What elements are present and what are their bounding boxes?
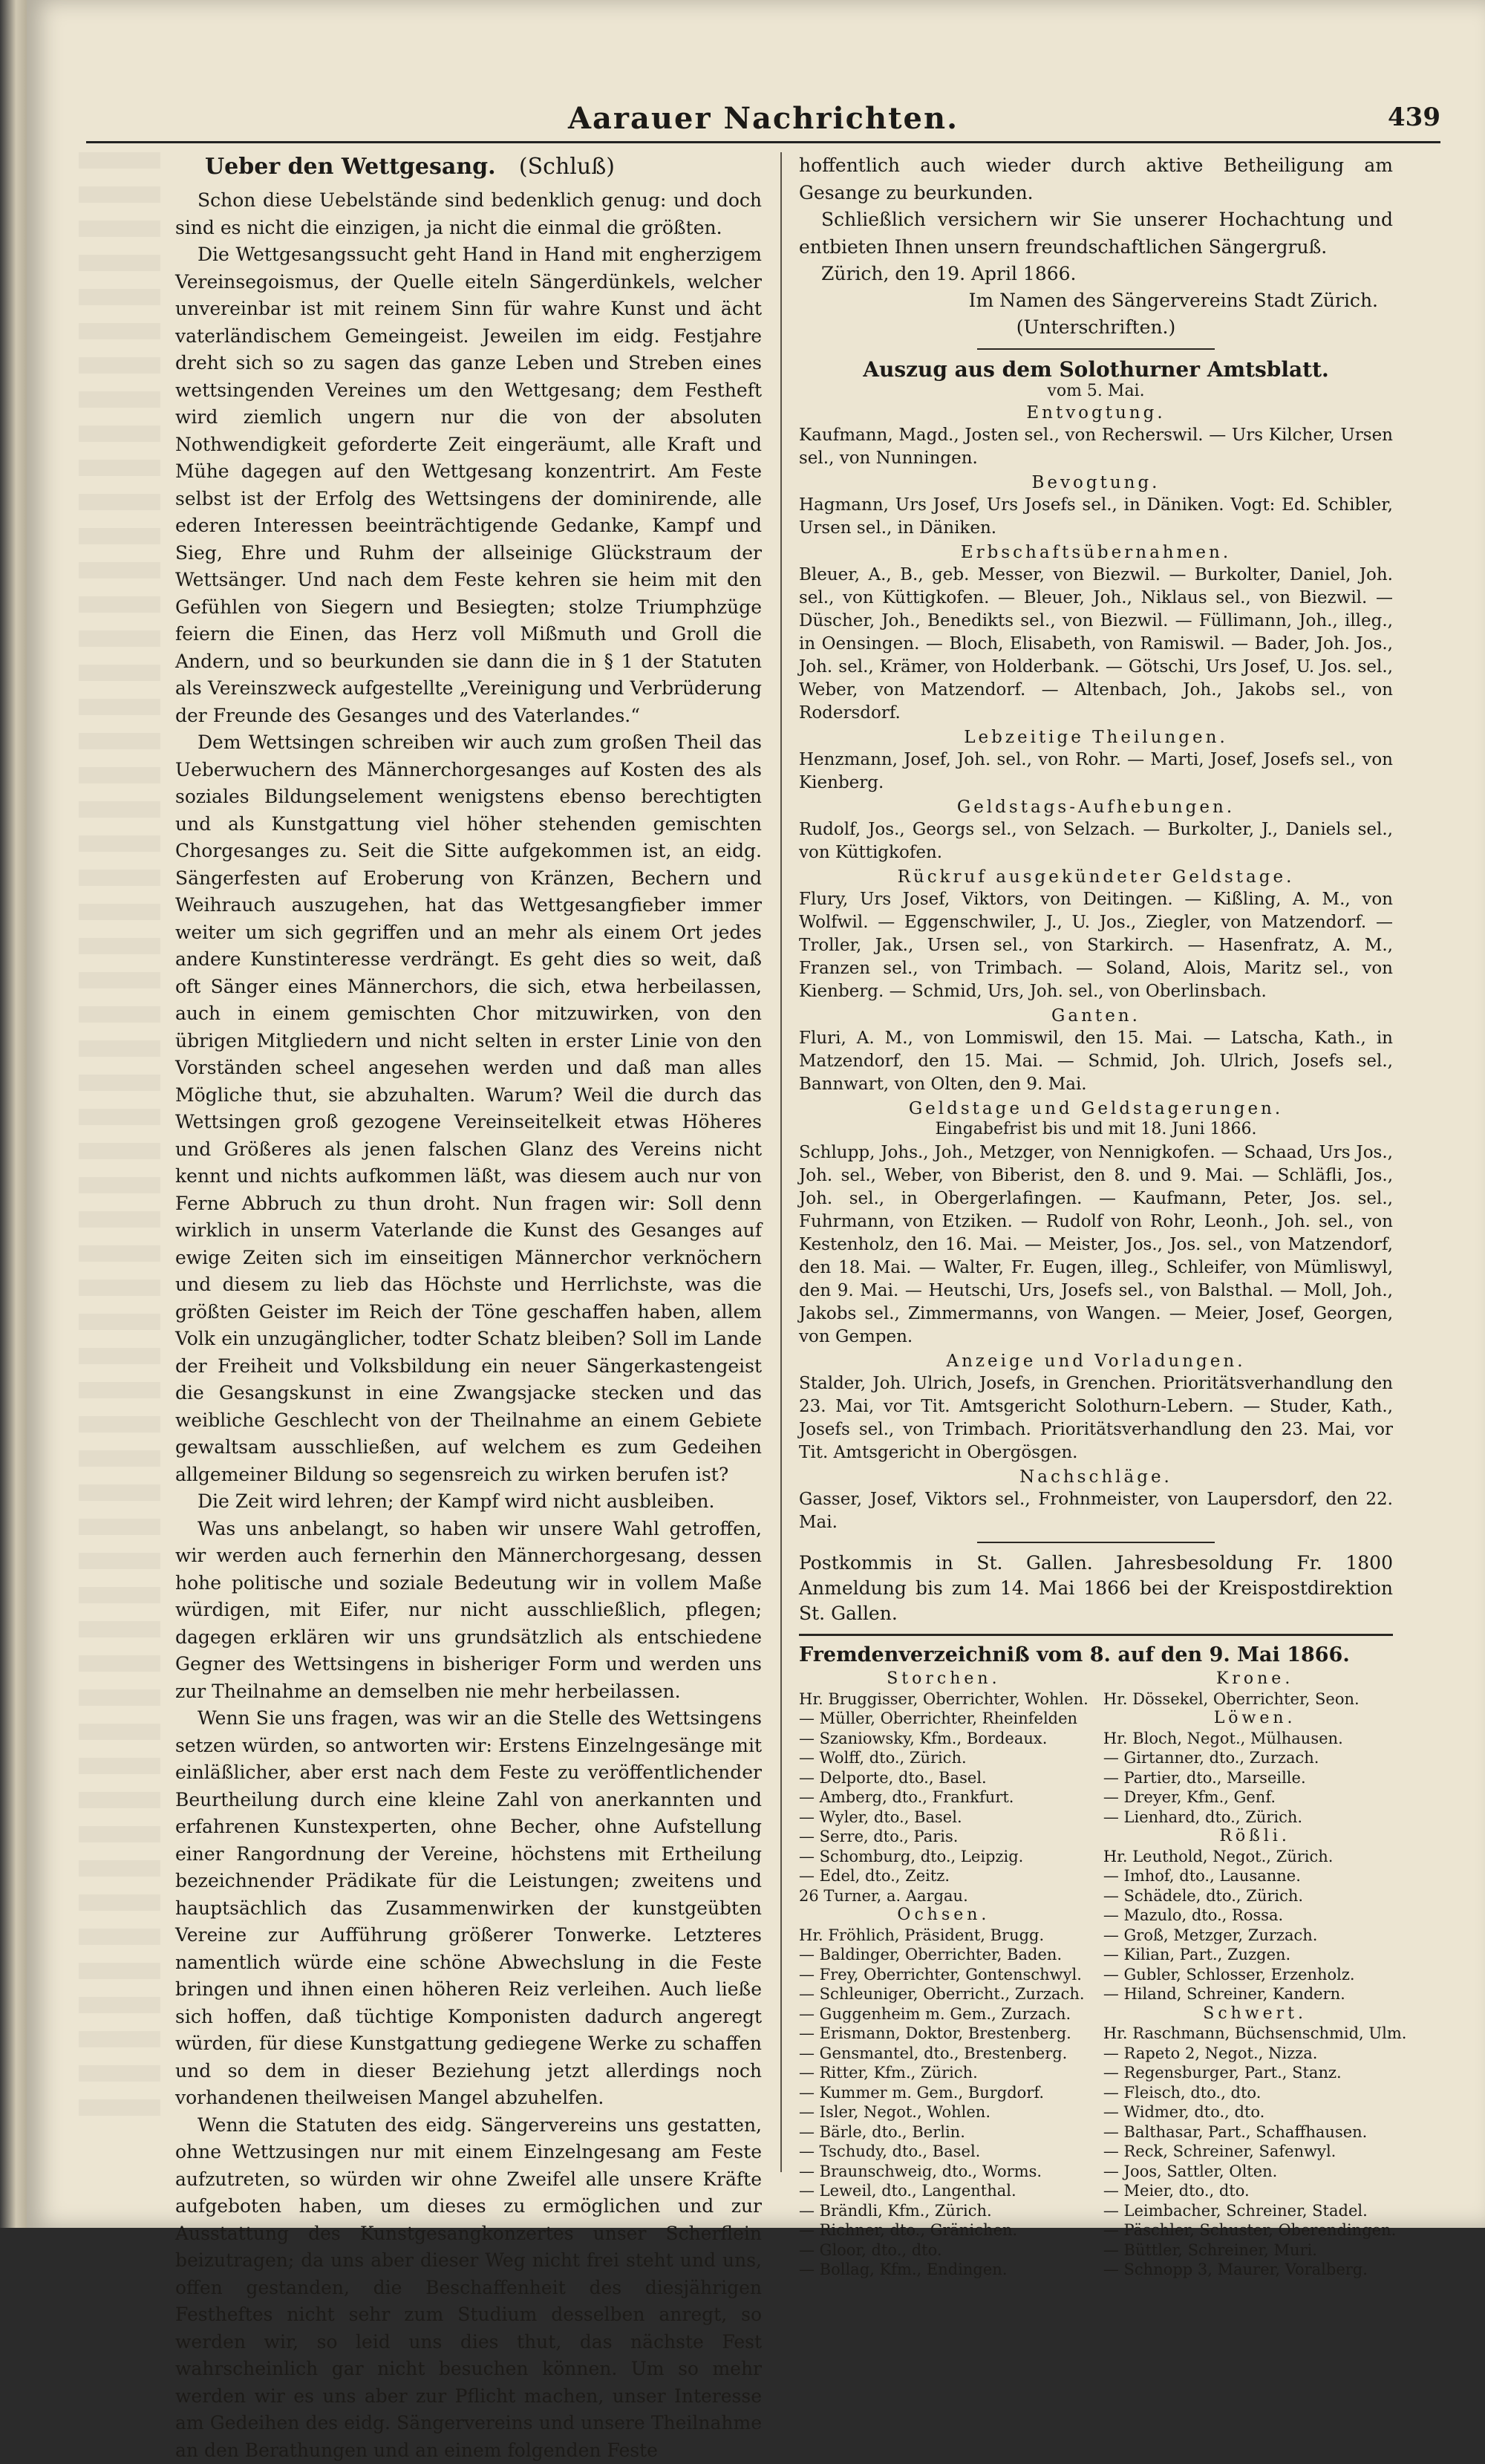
closing-text: Schließlich versichern wir Sie unserer Hochachtung und entbieten Ihnen unsern freundschaftlichen Sängergruß.	[799, 206, 1393, 261]
guest-entry: — Guggenheim m. Gem., Zurzach.	[799, 2004, 1089, 2024]
notice-text: Henzmann, Josef, Joh. sel., von Rohr. — Marti, Josef, Josefs sel., von Kienberg.	[799, 749, 1393, 795]
notice-heading: Geldstage und Geldstagerungen.	[799, 1099, 1393, 1118]
guest-entry: — Schädele, dto., Zürich.	[1103, 1886, 1407, 1906]
guest-entry: — Delporte, dto., Basel.	[799, 1768, 1089, 1788]
guest-entry: — Wolff, dto., Zürich.	[799, 1748, 1089, 1768]
guest-list-right	[1103, 1669, 1407, 2280]
guest-entry: — Partier, dto., Marseille.	[1103, 1768, 1407, 1788]
notice-section	[799, 1006, 1393, 1096]
notice-text: Kaufmann, Magd., Josten sel., von Recherswil. — Urs Kilcher, Ursen sel., von Nunningen.	[799, 424, 1393, 470]
guest-entry: — Szaniowsky, Kfm., Bordeaux.	[799, 1729, 1089, 1749]
guest-entry: — Kummer m. Gem., Burgdorf.	[799, 2083, 1089, 2103]
guest-list	[799, 1669, 1393, 2280]
article-paragraph: Die Wettgesangssucht geht Hand in Hand mit engherzigem Vereinsegoismus, der Quelle eiteln Sängerdünkels, welcher unvereinbar ist mit reinem Sinn für wahre Kunst und ächt vaterländischem Gemeingeist. Jeweilen im eidg. Festjahre dreht sich so zu sagen das ganze Leben und Streben eines wettsingenden Vereines um den Wettgesang; dem Festheft wird ziemlich ungern nur die von der absoluten Nothwendigkeit geforderte Zeit eingeräumt, alle Kraft und Mühe dagegen auf den Wettgesang konzentrirt. Am Feste selbst ist der Erfolg des Wettsingens der dominirende, alle ederen Interessen beeinträchtigende Gedanke, Kampf und Sieg, Ehre und Ruhm der allseinige Glückstraum der Wettsänger. Und nach dem Feste kehren sie heim mit den Gefühlen von Siegern und Besiegten; stolze Triumphzüge feiern die Einen, das Herz voll Mißmuth und Groll die Andern, und so beurkunden sie dann die in § 1 der Statuten als Vereinszweck aufgestellte „Vereinigung und Verbrüderung der Freunde des Gesanges und des Vaterlandes.“	[175, 241, 762, 729]
guest-list-left	[799, 1669, 1089, 2280]
guest-entry: — Hiland, Schreiner, Kandern.	[1103, 1984, 1407, 2004]
notice-text: Fluri, A. M., von Lommiswil, den 15. Mai. — Latscha, Kath., in Matzendorf, den 15. Mai. — Schmid, Joh. Ulrich, Josefs sel., Bannwart, von Olten, den 9. Mai.	[799, 1027, 1393, 1096]
hotel-name: Löwen.	[1103, 1709, 1407, 1729]
continuation-text: hoffentlich auch wieder durch aktive Betheiligung am Gesange zu beurkunden.	[799, 152, 1393, 206]
section-rule	[977, 1542, 1215, 1543]
notice-heading: Erbschaftsübernahmen.	[799, 543, 1393, 562]
notice-text: Rudolf, Jos., Georgs sel., von Selzach. — Burkolter, J., Daniels sel., von Küttigkofen.	[799, 818, 1393, 864]
adjacent-page-edge	[0, 0, 27, 2228]
guest-entry: — Ritter, Kfm., Zürich.	[799, 2063, 1089, 2083]
guest-entry: — Imhof, dto., Lausanne.	[1103, 1866, 1407, 1886]
notice-subheading: Eingabefrist bis und mit 18. Juni 1866.	[799, 1120, 1393, 1138]
guest-entry: — Erismann, Doktor, Brestenberg.	[799, 2024, 1089, 2044]
guest-entry: — Dreyer, Kfm., Genf.	[1103, 1787, 1407, 1808]
notice-section	[799, 543, 1393, 725]
section-rule-heavy	[799, 1634, 1393, 1636]
notice-section	[799, 473, 1393, 540]
guest-entry: — Schomburg, dto., Leipzig.	[799, 1847, 1089, 1867]
guest-entry: — Richner, dto., Gränichen.	[799, 2220, 1089, 2240]
article-paragraph: Dem Wettsingen schreiben wir auch zum großen Theil das Ueberwuchern des Männerchorgesanges auf Kosten des als soziales Bildungselement wenigstens ebenso berechtigten und als Kunstgattung viel höher stehenden gemischten Chorgesanges zu. Seit die Sitte aufgekommen ist, an eidg. Sängerfesten auf Eroberung von Kränzen, Bechern und Weihrauch auszugehen, hat das Wettgesangfieber immer weiter um sich gegriffen und an mehr als einem Ort jedes andere Kunstinteresse verdrängt. Es geht dies so weit, daß oft Sänger eines Männerchors, die sich, etwa herbeilassen, auch in einem gemischten Chor mitzuwirken, von den übrigen Mitgliedern und nicht selten in erster Linie von den Vorständen scheel angesehen werden und daß man alles Mögliche thut, sie abzuhalten. Warum? Weil die durch das Wettsingen groß gezogene Vereinseitelkeit etwas Höheres und Größeres als jenen falschen Glanz des Vereins nicht kennt und nichts aufkommen läßt, was diesem auch nur von Ferne Abbruch zu thun droht. Nun fragen wir: Soll denn wirklich in unserm Vaterlande die Kunst des Gesanges auf ewige Zeiten sich im einseitigen Männerchor verknöchern und diesem zu lieb das Höchste und Herrlichste, was die größten Geister im Reich der Töne geschaffen haben, allem Volk ein unzugänglicher, todter Schatz bleiben? Soll im Lande der Freiheit und Volksbildung ein neuer Sängerkastengeist die Gesangskunst in eine Zwangsjacke stecken und das weibliche Geschlecht von der Theilnahme an einem Gebiete gewaltsam ausschließen, auf welchem es zum Gedeihen allgemeiner Bildung so segensreich zu wirken berufen ist?	[175, 729, 762, 1488]
article-paragraph: Die Zeit wird lehren; der Kampf wird nicht ausbleiben.	[175, 1488, 762, 1516]
guest-entry: — Müller, Oberrichter, Rheinfelden	[799, 1709, 1089, 1729]
guest-entry: — Brändli, Kfm., Zürich.	[799, 2201, 1089, 2221]
masthead	[86, 97, 1440, 143]
newspaper-title: Aarauer Nachrichten.	[86, 101, 1440, 136]
amtsblatt-date: vom 5. Mai.	[799, 382, 1393, 400]
hotel-name: Ochsen.	[799, 1906, 1089, 1926]
guest-entry: — Bollag, Kfm., Endingen.	[799, 2260, 1089, 2280]
guest-entry: — Schleuniger, Oberricht., Zurzach.	[799, 1984, 1089, 2004]
guest-entry: — Leimbacher, Schreiner, Stadel.	[1103, 2201, 1407, 2221]
article-title	[175, 154, 762, 180]
guest-entry: — Wyler, dto., Basel.	[799, 1808, 1089, 1828]
guest-entry: — Schnopp 3, Maurer, Voralberg.	[1103, 2260, 1407, 2280]
guest-entry: — Rapeto 2, Negot., Nizza.	[1103, 2044, 1407, 2064]
article-paragraph: Wenn Sie uns fragen, was wir an die Stelle des Wettsingens setzen würden, so antworten wir: Erstens Einzelngesänge mit einläßlicher, aber erst nach dem Feste zu veröffentlichender Beurtheilung durch eine kleine Zahl von anerkannten und erfahrenen Kunstexperten, ohne Becher, ohne Aufstellung einer Rangordnung der Vereine, höchstens mit Ertheilung bezeichnender Prädikate für die Leistungen; zweitens und hauptsächlich das Zusammenwirken der kunstgeübten Vereine zur Aufführung größerer Tonwerke. Letzteres namentlich würde eine schöne Abwechslung in die Feste bringen und ihnen einen höheren Reiz verleihen. Auch ließe sich hoffen, daß tüchtige Komponisten dadurch angeregt würden, für diese Kunstgattung gediegene Werke zu schaffen und so dem in dieser Beziehung jetzt allerdings noch vorhandenen theilweisen Mangel abzuhelfen.	[175, 1705, 762, 2112]
guest-entry: — Bärle, dto., Berlin.	[799, 2122, 1089, 2142]
article-body	[175, 187, 762, 2464]
guest-entry: Hr. Leuthold, Negot., Zürich.	[1103, 1847, 1407, 1867]
guest-entry: — Mazulo, dto., Rossa.	[1103, 1906, 1407, 1926]
guest-entry: — Girtanner, dto., Zurzach.	[1103, 1748, 1407, 1768]
signatory-line: Im Namen des Sängervereins Stadt Zürich.	[799, 287, 1393, 314]
right-column	[799, 152, 1393, 2176]
article-title-text: Ueber den Wettgesang.	[205, 154, 496, 180]
guest-entry: — Päschler, Schuster, Oberendingen.	[1103, 2220, 1407, 2240]
article-paragraph: Schon diese Uebelstände sind bedenklich genug: und doch sind es nicht die einzigen, ja nicht die einmal die größten.	[175, 187, 762, 241]
notice-section	[799, 1099, 1393, 1349]
hotel-name: Storchen.	[799, 1669, 1089, 1689]
notice-section	[799, 1467, 1393, 1534]
guest-entry: 26 Turner, a. Aargau.	[799, 1886, 1089, 1906]
notice-heading: Lebzeitige Theilungen.	[799, 728, 1393, 747]
signatures-line: (Unterschriften.)	[799, 314, 1393, 341]
notice-heading: Ganten.	[799, 1006, 1393, 1026]
left-column	[175, 152, 762, 2176]
guest-entry: Hr. Raschmann, Büchsenschmid, Ulm.	[1103, 2024, 1407, 2044]
guest-entry: — Tschudy, dto., Basel.	[799, 2142, 1089, 2162]
notice-text: Stalder, Joh. Ulrich, Josefs, in Grenchen. Prioritätsverhandlung den 23. Mai, vor Tit. Amtsgericht Solothurn-Lebern. — Studer, Kath., Josefs sel., von Trimbach. Prioritätsverhandlung den 23. Mai, vor Tit. Amtsgericht in Obergösgen.	[799, 1372, 1393, 1464]
notice-text: Bleuer, A., B., geb. Messer, von Biezwil. — Burkolter, Daniel, Joh. sel., von Küttigkofen. — Bleuer, Joh., Niklaus sel., von Biezwil. — Düscher, Joh., Benedikts sel., von Biezwil. — Füllimann, Joh., illeg., in Oensingen. — Bloch, Elisabeth, von Ramiswil. — Bader, Joh. Jos., Joh. sel., Krämer, von Holderbank. — Götschi, Urs Josef, U. Jos. sel., Weber, von Matzendorf. — Altenbach, Joh., Jakobs sel., von Rodersdorf.	[799, 564, 1393, 725]
guest-entry: — Leweil, dto., Langenthal.	[799, 2181, 1089, 2201]
guest-entry: — Kilian, Part., Zuzgen.	[1103, 1945, 1407, 1965]
notice-text: Hagmann, Urs Josef, Urs Josefs sel., in Däniken. Vogt: Ed. Schibler, Ursen sel., in Däniken.	[799, 494, 1393, 540]
guest-entry: — Regensburger, Part., Stanz.	[1103, 2063, 1407, 2083]
guest-entry: — Büttler, Schreiner, Muri.	[1103, 2240, 1407, 2261]
article-title-note: (Schluß)	[519, 154, 615, 180]
guest-entry: — Lienhard, dto., Zürich.	[1103, 1808, 1407, 1828]
guest-entry: — Serre, dto., Paris.	[799, 1827, 1089, 1847]
notice-text: Gasser, Josef, Viktors sel., Frohnmeister, von Laupersdorf, den 22. Mai.	[799, 1488, 1393, 1534]
notice-text: Schlupp, Johs., Joh., Metzger, von Nennigkofen. — Schaad, Urs Jos., Joh. sel., Weber, von Biberist, den 8. und 9. Mai. — Schläfli, Jos., Joh. sel., in Obergerlafingen. — Kaufmann, Peter, Jos. sel., Fuhrmann, von Etziken. — Rudolf von Rohr, Leonh., Joh. sel., von Kestenholz, den 16. Mai. — Meister, Jos., Jos. sel., von Matzendorf, den 18. Mai. — Walter, Fr. Eugen, illeg., Schleifer, von Mümliswyl, den 9. Mai. — Heutschi, Urs, Josefs sel., von Balsthal. — Moll, Joh., Jakobs sel., Zimmermanns, von Wangen. — Meier, Josef, Georgen, von Gempen.	[799, 1141, 1393, 1349]
guest-entry: — Frey, Oberrichter, Gontenschwyl.	[799, 1965, 1089, 1985]
notice-text: Flury, Urs Josef, Viktors, von Deitingen. — Kißling, A. M., von Wolfwil. — Eggenschwiler, J., U. Jos., Ziegler, von Matzendorf. — Troller, Jak., Ursen sel., von Starkirch. — Hasenfratz, A. M., Franzen sel., von Trimbach. — Soland, Alois, Maritz sel., von Kienberg. — Schmid, Urs, Joh. sel., von Oberlinsbach.	[799, 888, 1393, 1003]
notice-section	[799, 867, 1393, 1003]
guest-entry: — Reck, Schreiner, Safenwyl.	[1103, 2142, 1407, 2162]
notice-section	[799, 1352, 1393, 1464]
guest-list-title: Fremdenverzeichniß vom 8. auf den 9. Mai 1866.	[799, 1643, 1393, 1666]
guest-entry: — Baldinger, Oberrichter, Baden.	[799, 1945, 1089, 1965]
guest-entry: — Meier, dto., dto.	[1103, 2181, 1407, 2201]
newspaper-page	[27, 0, 1485, 2228]
guest-entry: — Isler, Negot., Wohlen.	[799, 2102, 1089, 2122]
notice-section	[799, 403, 1393, 470]
hotel-name: Rößli.	[1103, 1827, 1407, 1847]
section-rule	[977, 348, 1215, 350]
guest-entry: — Amberg, dto., Frankfurt.	[799, 1787, 1089, 1808]
guest-entry: — Groß, Metzger, Zurzach.	[1103, 1926, 1407, 1946]
notice-section	[799, 728, 1393, 795]
notice-heading: Anzeige und Vorladungen.	[799, 1352, 1393, 1371]
notice-heading: Geldstags-Aufhebungen.	[799, 798, 1393, 817]
notice-heading: Bevogtung.	[799, 473, 1393, 492]
amtsblatt-title: Auszug aus dem Solothurner Amtsblatt.	[799, 357, 1393, 382]
guest-entry: Hr. Bruggisser, Oberrichter, Wohlen.	[799, 1689, 1089, 1710]
post-notice: Postkommis in St. Gallen. Jahresbesoldung Fr. 1800 Anmeldung bis zum 14. Mai 1866 bei der Kreispostdirektion St. Gallen.	[799, 1551, 1393, 1626]
bleed-through-margin	[79, 152, 160, 2120]
guest-entry: — Gensmantel, dto., Brestenberg.	[799, 2044, 1089, 2064]
hotel-name: Schwert.	[1103, 2004, 1407, 2024]
article-paragraph: Was uns anbelangt, so haben wir unsere Wahl getroffen, wir werden auch fernerhin den Männerchorgesang, dessen hohe politische und soziale Bedeutung wir in vollem Maße würdigen, mit Eifer, nur nicht ausschließlich, pflegen; dagegen erklären wir uns grundsätzlich als entschiedene Gegner des Wettsingens in bisheriger Form und werden uns zur Theilnahme an demselben nie mehr herbeilassen.	[175, 1516, 762, 1706]
guest-entry: — Balthasar, Part., Schaffhausen.	[1103, 2122, 1407, 2142]
article-paragraph: Wenn die Statuten des eidg. Sängervereins uns gestatten, ohne Wettzusingen nur mit einem Einzelngesang am Feste aufzutreten, so würden wir ohne Zweifel alle unsere Kräfte aufgeboten haben, um dieses zu ermöglichen und zur Ausstattung des Kunstgesangkonzertes unser Scherflein beizutragen; da uns aber dieser Weg nicht frei steht und uns, offen gestanden, die Beschaffenheit des diesjährigen Festheftes nicht sehr zum Studium desselben anregt, so werden wir, so leid uns dies thut, das nächste Fest wahrscheinlich gar nicht besuchen können. Um so mehr werden wir es uns aber zur Pflicht machen, unser Interesse am Gedeihen des eidg. Sängervereins und unsere Theilnahme an den Berathungen und an einem folgenden Feste	[175, 2112, 762, 2464]
notice-heading: Entvogtung.	[799, 403, 1393, 423]
guest-entry: — Fleisch, dto., dto.	[1103, 2083, 1407, 2103]
hotel-name: Krone.	[1103, 1669, 1407, 1689]
notice-section	[799, 798, 1393, 864]
guest-entry: — Braunschweig, dto., Worms.	[799, 2162, 1089, 2182]
guest-entry: — Gloor, dto., dto.	[799, 2240, 1089, 2261]
page-number: 439	[1388, 102, 1440, 132]
guest-entry: — Joos, Sattler, Olten.	[1103, 2162, 1407, 2182]
guest-entry: — Gubler, Schlosser, Erzenholz.	[1103, 1965, 1407, 1985]
guest-entry: Hr. Bloch, Negot., Mülhausen.	[1103, 1729, 1407, 1749]
guest-entry: — Edel, dto., Zeitz.	[799, 1866, 1089, 1886]
article-continuation	[799, 152, 1393, 261]
notice-heading: Nachschläge.	[799, 1467, 1393, 1487]
notice-heading: Rückruf ausgekündeter Geldstage.	[799, 867, 1393, 887]
guest-entry: — Widmer, dto., dto.	[1103, 2102, 1407, 2122]
guest-entry: Hr. Fröhlich, Präsident, Brugg.	[799, 1926, 1089, 1946]
guest-entry: Hr. Dössekel, Oberrichter, Seon.	[1103, 1689, 1407, 1710]
column-divider	[780, 152, 782, 2172]
place-date: Zürich, den 19. April 1866.	[799, 261, 1393, 287]
